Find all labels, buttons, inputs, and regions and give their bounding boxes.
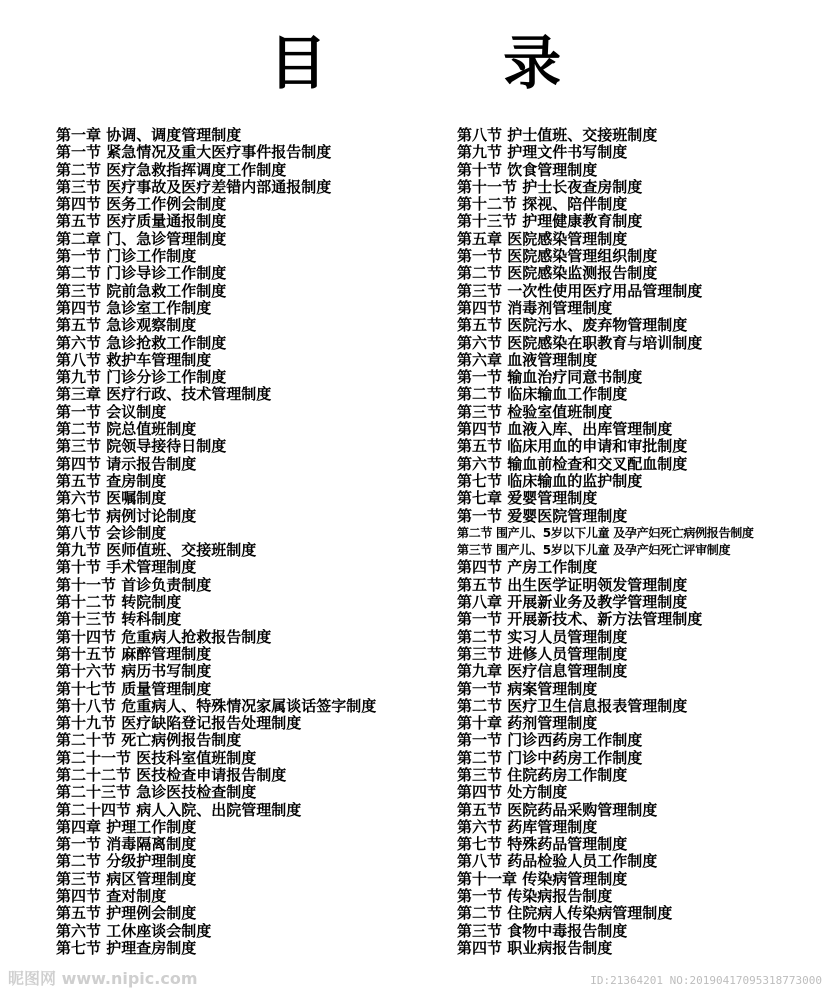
toc-section-entry: 第一节 医院感染管理组织制度 bbox=[457, 248, 658, 266]
toc-section-entry: 第五节 急诊观察制度 bbox=[56, 317, 197, 335]
toc-chapter-entry: 第四章 护理工作制度 bbox=[56, 818, 197, 836]
toc-section-entry: 第二节 门诊导诊工作制度 bbox=[56, 265, 227, 283]
toc-chapter-entry: 第二章 门、急诊管理制度 bbox=[56, 230, 227, 248]
toc-section-entry: 第十三节 转科制度 bbox=[56, 611, 182, 629]
toc-section-entry: 第五节 护理例会制度 bbox=[56, 905, 197, 923]
toc-section-entry: 第三节 医疗事故及医疗差错内部通报制度 bbox=[56, 178, 332, 196]
toc-section-entry: 第四节 职业病报告制度 bbox=[457, 939, 613, 957]
toc-section-entry: 第三节 检验室值班制度 bbox=[457, 403, 613, 421]
toc-section-entry: 第九节 护理文件书写制度 bbox=[457, 144, 628, 162]
toc-section-entry: 第六节 急诊抢救工作制度 bbox=[56, 334, 227, 352]
toc-section-entry: 第一节 开展新技术、新方法管理制度 bbox=[457, 611, 703, 629]
toc-section-entry: 第一节 传染病报告制度 bbox=[457, 888, 613, 906]
toc-section-entry: 第三节 住院药房工作制度 bbox=[457, 766, 628, 784]
watermark-id: ID:21364201 NO:20190417095318773000 bbox=[590, 974, 822, 987]
toc-section-entry: 第五节 医疗质量通报制度 bbox=[56, 213, 227, 231]
toc-section-entry: 第十七节 质量管理制度 bbox=[56, 680, 212, 698]
toc-section-entry: 第二十二节 医技检查申请报告制度 bbox=[56, 766, 287, 784]
toc-section-entry: 第五节 医院药品采购管理制度 bbox=[457, 801, 658, 819]
toc-section-entry: 第四节 处方制度 bbox=[457, 784, 568, 802]
toc-section-entry: 第二节 实习人员管理制度 bbox=[457, 628, 628, 646]
toc-section-entry: 第二十四节 病人入院、出院管理制度 bbox=[56, 801, 302, 819]
toc-section-entry: 第四节 急诊室工作制度 bbox=[56, 299, 212, 317]
toc-section-entry: 第九节 医师值班、交接班制度 bbox=[56, 542, 257, 560]
toc-section-entry: 第十三节 护理健康教育制度 bbox=[457, 213, 643, 231]
watermark-site: 昵图网 www.nipic.com bbox=[8, 969, 198, 988]
toc-chapter-entry: 第八章 开展新业务及教学管理制度 bbox=[457, 594, 688, 612]
toc-section-entry: 第五节 临床用血的申请和审批制度 bbox=[457, 438, 688, 456]
toc-chapter-entry: 第一章 协调、调度管理制度 bbox=[56, 127, 242, 144]
toc-section-entry: 第四节 消毒剂管理制度 bbox=[457, 299, 613, 317]
toc-left-column bbox=[56, 127, 451, 957]
toc-section-entry: 第十节 手术管理制度 bbox=[56, 559, 197, 577]
toc-chapter-entry: 第七章 爱婴管理制度 bbox=[457, 490, 598, 508]
toc-section-entry: 第八节 护士值班、交接班制度 bbox=[457, 127, 658, 144]
toc-chapter-entry: 第六章 血液管理制度 bbox=[457, 351, 598, 369]
toc-section-entry: 第三节 院前急救工作制度 bbox=[56, 282, 227, 300]
toc-section-entry: 第三节 一次性使用医疗用品管理制度 bbox=[457, 282, 703, 300]
toc-section-entry: 第六节 医嘱制度 bbox=[56, 490, 167, 508]
toc-section-entry: 第二节 医院感染监测报告制度 bbox=[457, 265, 658, 283]
toc-section-entry: 第四节 请示报告制度 bbox=[56, 455, 197, 473]
toc-section-entry: 第一节 紧急情况及重大医疗事件报告制度 bbox=[56, 144, 332, 162]
toc-section-entry: 第三节 围产儿、5岁以下儿童 及孕产妇死亡评审制度 bbox=[457, 543, 731, 558]
toc-section-entry: 第十九节 医疗缺陷登记报告处理制度 bbox=[56, 715, 302, 733]
toc-section-entry: 第四节 产房工作制度 bbox=[457, 559, 598, 577]
toc-section-entry: 第一节 会议制度 bbox=[56, 403, 167, 421]
toc-section-entry: 第八节 会诊制度 bbox=[56, 524, 167, 542]
toc-section-entry: 第二节 围产儿、5岁以下儿童 及孕产妇死亡病例报告制度 bbox=[457, 525, 754, 540]
toc-section-entry: 第十五节 麻醉管理制度 bbox=[56, 645, 212, 663]
toc-section-entry: 第二节 住院病人传染病管理制度 bbox=[457, 905, 673, 923]
toc-section-entry: 第二节 医疗卫生信息报表管理制度 bbox=[457, 697, 688, 715]
toc-section-entry: 第六节 医院感染在职教育与培训制度 bbox=[457, 334, 703, 352]
toc-section-entry: 第十四节 危重病人抢救报告制度 bbox=[56, 628, 272, 646]
toc-section-entry: 第十二节 转院制度 bbox=[56, 594, 182, 612]
toc-section-entry: 第二十节 死亡病例报告制度 bbox=[56, 732, 242, 750]
toc-section-entry: 第七节 临床输血的监护制度 bbox=[457, 472, 643, 490]
toc-section-entry: 第六节 工休座谈会制度 bbox=[56, 922, 212, 940]
toc-section-entry: 第六节 输血前检查和交叉配血制度 bbox=[457, 455, 688, 473]
toc-section-entry: 第十六节 病历书写制度 bbox=[56, 663, 212, 681]
toc-section-entry: 第一节 输血治疗同意书制度 bbox=[457, 369, 643, 387]
toc-chapter-entry: 第九章 医疗信息管理制度 bbox=[457, 663, 628, 681]
toc-section-entry: 第二节 院总值班制度 bbox=[56, 421, 197, 439]
toc-section-entry: 第三节 院领导接待日制度 bbox=[56, 438, 227, 456]
toc-section-entry: 第八节 药品检验人员工作制度 bbox=[457, 853, 658, 871]
toc-section-entry: 第四节 医务工作例会制度 bbox=[56, 196, 227, 214]
toc-section-entry: 第五节 查房制度 bbox=[56, 472, 167, 490]
toc-section-entry: 第七节 特殊药品管理制度 bbox=[457, 836, 628, 854]
toc-section-entry: 第五节 出生医学证明领发管理制度 bbox=[457, 576, 688, 594]
toc-section-entry: 第六节 药库管理制度 bbox=[457, 818, 598, 836]
toc-section-entry: 第一节 爱婴医院管理制度 bbox=[457, 507, 628, 525]
toc-section-entry: 第十一节 首诊负责制度 bbox=[56, 576, 212, 594]
toc-section-entry: 第二节 分级护理制度 bbox=[56, 853, 197, 871]
toc-section-entry: 第二十三节 急诊医技检查制度 bbox=[56, 784, 257, 802]
toc-chapter-entry: 第十一章 传染病管理制度 bbox=[457, 870, 628, 888]
toc-section-entry: 第一节 消毒隔离制度 bbox=[56, 836, 197, 854]
toc-section-entry: 第一节 病案管理制度 bbox=[457, 680, 598, 698]
toc-section-entry: 第四节 血液入库、出库管理制度 bbox=[457, 421, 673, 439]
toc-chapter-entry: 第十章 药剂管理制度 bbox=[457, 715, 598, 733]
toc-section-entry: 第三节 食物中毒报告制度 bbox=[457, 922, 628, 940]
toc-section-entry: 第八节 救护车管理制度 bbox=[56, 351, 212, 369]
toc-section-entry: 第十节 饮食管理制度 bbox=[457, 161, 598, 179]
toc-section-entry: 第三节 病区管理制度 bbox=[56, 870, 197, 888]
toc-chapter-entry: 第五章 医院感染管理制度 bbox=[457, 230, 628, 248]
toc-section-entry: 第二节 临床输血工作制度 bbox=[457, 386, 628, 404]
toc-section-entry: 第九节 门诊分诊工作制度 bbox=[56, 369, 227, 387]
page-title: 目 录 bbox=[268, 29, 640, 97]
toc-section-entry: 第五节 医院污水、废弃物管理制度 bbox=[457, 317, 688, 335]
toc-section-entry: 第三节 进修人员管理制度 bbox=[457, 645, 628, 663]
toc-section-entry: 第一节 门诊工作制度 bbox=[56, 248, 197, 266]
toc-section-entry: 第一节 门诊西药房工作制度 bbox=[457, 732, 643, 750]
toc-section-entry: 第二节 门诊中药房工作制度 bbox=[457, 749, 643, 767]
toc-section-entry: 第二节 医疗急救指挥调度工作制度 bbox=[56, 161, 287, 179]
toc-section-entry: 第二十一节 医技科室值班制度 bbox=[56, 749, 257, 767]
toc-section-entry: 第十八节 危重病人、特殊情况家属谈话签字制度 bbox=[56, 697, 377, 715]
toc-section-entry: 第十一节 护士长夜查房制度 bbox=[457, 178, 643, 196]
toc-section-entry: 第七节 病例讨论制度 bbox=[56, 507, 197, 525]
toc-section-entry: 第七节 护理查房制度 bbox=[56, 939, 197, 957]
toc-right-column bbox=[457, 127, 827, 957]
toc-section-entry: 第四节 查对制度 bbox=[56, 888, 167, 906]
toc-chapter-entry: 第三章 医疗行政、技术管理制度 bbox=[56, 386, 272, 404]
toc-section-entry: 第十二节 探视、陪伴制度 bbox=[457, 196, 628, 214]
